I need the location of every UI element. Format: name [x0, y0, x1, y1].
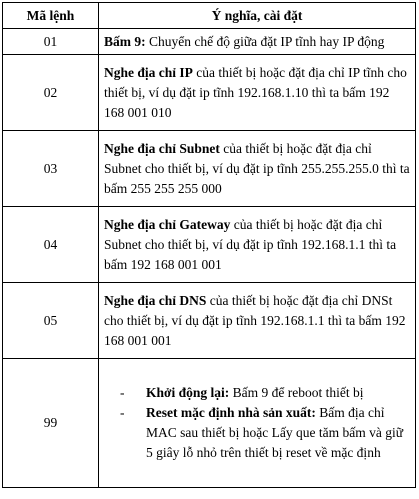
command-table	[2, 2, 416, 488]
row-code: 99	[3, 359, 99, 488]
row-description	[99, 283, 416, 359]
row-code: 01	[3, 29, 99, 55]
table-header-row	[3, 3, 416, 29]
table-row	[3, 207, 416, 283]
row-description	[99, 29, 416, 55]
table-row	[3, 131, 416, 207]
item-title: Khởi động lại:	[146, 385, 230, 400]
table-row	[3, 55, 416, 131]
bullet-list	[104, 383, 410, 463]
row-text: của thiết bị hoặc đặt địa chỉ IP tĩnh cho thiết bị, ví dụ đặt ip tĩnh 192.168.1.10 thì ta bấm 192 168 001 010	[104, 64, 407, 120]
row-title: Nghe địa chỉ Gateway	[104, 216, 231, 232]
row-description	[99, 207, 416, 283]
dash-bullet: -	[120, 405, 125, 420]
row-code: 02	[3, 55, 99, 131]
row-text: của thiết bị hoặc đặt địa chỉ DNSt cho thiết bị, ví dụ đặt ip tĩnh 192.168.1.1 thì ta bấm 192 168 001 001	[104, 292, 406, 348]
header-description: Ý nghĩa, cài đặt	[99, 3, 416, 29]
list-item	[104, 383, 410, 403]
list-item	[104, 403, 410, 463]
table-row	[3, 29, 416, 55]
item-title: Reset mặc định nhà sản xuất:	[146, 405, 316, 420]
row-code: 05	[3, 283, 99, 359]
row-title: Bấm 9:	[104, 33, 146, 49]
row-title: Nghe địa chỉ DNS	[104, 292, 207, 308]
row-description	[99, 359, 416, 488]
row-title: Nghe địa chỉ Subnet	[104, 140, 220, 156]
row-description	[99, 55, 416, 131]
row-text: của thiết bị hoặc đặt địa chỉ Subnet cho thiết bị, ví dụ đặt ip tĩnh 192.168.1.1 thì ta bấm 192 168 001 001	[104, 216, 397, 272]
table-row	[3, 283, 416, 359]
row-description	[99, 131, 416, 207]
header-code: Mã lệnh	[3, 3, 99, 29]
row-text: Chuyển chế độ giữa đặt IP tĩnh hay IP động	[145, 33, 385, 49]
command-table-wrapper	[2, 2, 415, 488]
row-code: 04	[3, 207, 99, 283]
row-title: Nghe địa chỉ IP	[104, 64, 193, 80]
item-text: Bấm 9 để reboot thiết bị	[229, 385, 364, 400]
dash-bullet: -	[120, 385, 125, 400]
row-text: của thiết bị hoặc đặt địa chỉ Subnet cho thiết bị, ví dụ đặt ip tĩnh 255.255.255.0 thì ta bấm 255 255 255 000	[104, 140, 410, 196]
row-code: 03	[3, 131, 99, 207]
item-text: Bấm địa chỉ MAC sau thiết bị hoặc Lấy que tăm bấm và giữ 5 giây lỗ nhỏ trên thiết bị reset về mặc định	[146, 405, 404, 460]
table-row	[3, 359, 416, 488]
